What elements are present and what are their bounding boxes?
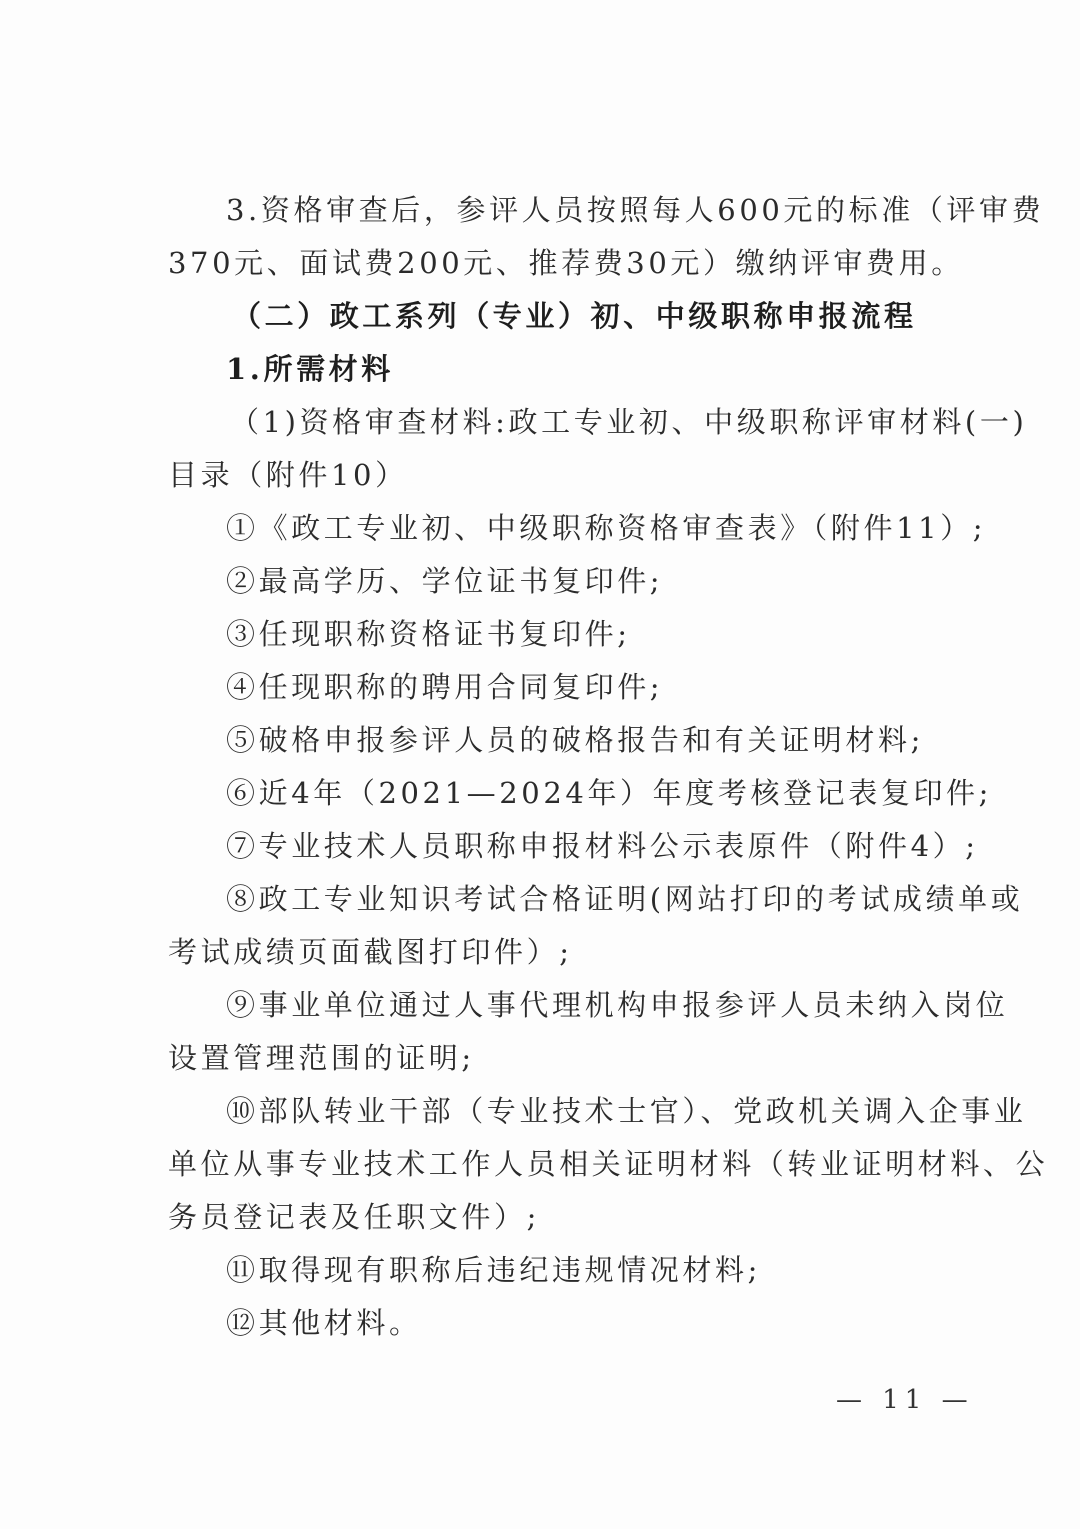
fee-paragraph-line-1: 3.资格审查后，参评人员按照每人600元的标准（评审费: [226, 193, 1045, 227]
list-item-10-line-1: ⑩部队转业干部（专业技术士官）、党政机关调入企事业: [226, 1094, 1027, 1128]
list-item-1: ①《政工专业初、中级职称资格审查表》（附件11）;: [226, 511, 987, 545]
list-item-4: ④任现职称的聘用合同复印件;: [226, 670, 664, 704]
list-item-2: ②最高学历、学位证书复印件;: [226, 564, 664, 598]
section-heading: （二）政工系列（专业）初、中级职称申报流程: [232, 299, 917, 333]
list-item-8-line-1: ⑧政工专业知识考试合格证明(网站打印的考试成绩单或: [226, 882, 1024, 916]
list-item-10-line-2: 单位从事专业技术工作人员相关证明材料（转业证明材料、公: [168, 1147, 1049, 1181]
list-item-7: ⑦专业技术人员职称申报材料公示表原件（附件4）;: [226, 829, 979, 863]
subheading-required-materials: 1.所需材料: [226, 352, 394, 386]
list-item-5: ⑤破格申报参评人员的破格报告和有关证明材料;: [226, 723, 924, 757]
list-item-10-line-3: 务员登记表及任职文件）;: [168, 1200, 540, 1234]
page-number: — 11 —: [836, 1385, 974, 1415]
fee-paragraph-line-2: 370元、面试费200元、推荐费30元）缴纳评审费用。: [168, 246, 964, 280]
list-item-12: ⑫其他材料。: [226, 1306, 422, 1340]
list-item-8-line-2: 考试成绩页面截图打印件）;: [168, 935, 573, 969]
list-item-3: ③任现职称资格证书复印件;: [226, 617, 631, 651]
qualification-materials-line-1: （1)资格审查材料:政工专业初、中级职称评审材料(一): [230, 405, 1028, 439]
list-item-11: ⑪取得现有职称后违纪违规情况材料;: [226, 1253, 761, 1287]
list-item-9-line-1: ⑨事业单位通过人事代理机构申报参评人员未纳入岗位: [226, 988, 1009, 1022]
list-item-9-line-2: 设置管理范围的证明;: [168, 1041, 475, 1075]
qualification-materials-line-2: 目录（附件10）: [168, 458, 408, 492]
list-item-6: ⑥近4年（2021—2024年）年度考核登记表复印件;: [226, 776, 993, 810]
